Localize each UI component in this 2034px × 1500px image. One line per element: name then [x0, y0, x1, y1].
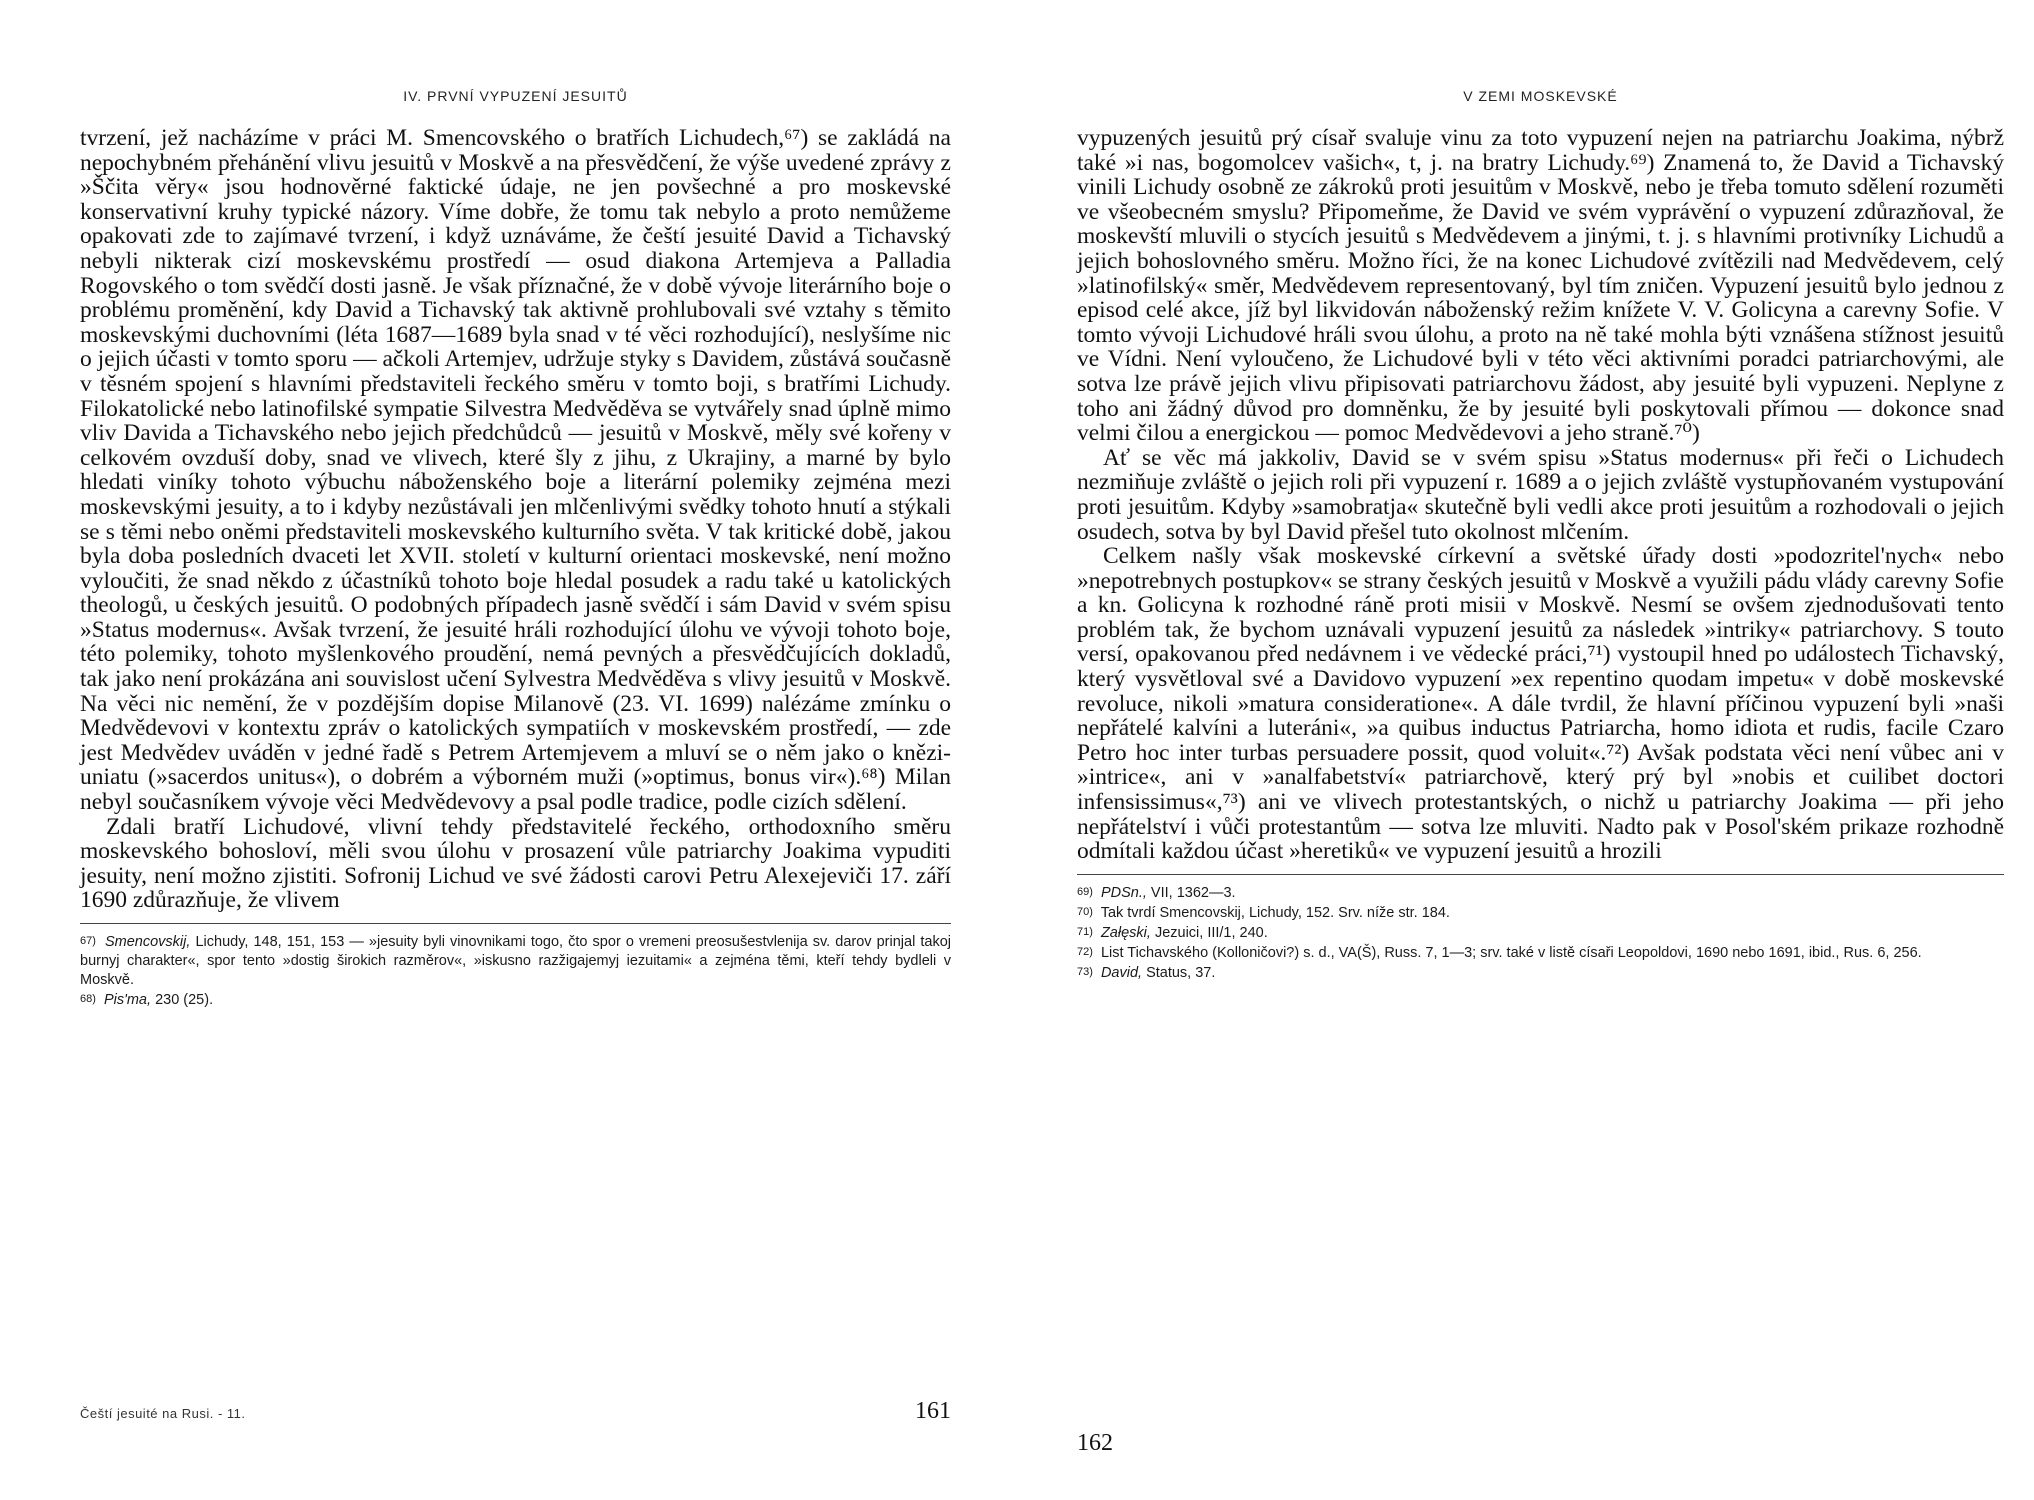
paragraph: Zdali bratří Lichudové, vlivní tehdy představitelé řeckého, orthodoxního směru moskevského bohosloví, měli svou úlohu v prosazení vůle patriarchy Joakima vypuditi jesuity, není možno zjistiti. Sofronij Lichud ve své žádosti carovi Petru Alexejeviči 17. září 1690 zdůrazňuje, že vlivem [80, 813, 951, 914]
footnote [1077, 903, 2004, 923]
paragraph: vypuzených jesuitů prý císař svaluje vinu za toto vypuzení nejen na patriarchu Joakima, nýbrž také »i nas, bogomolcev vašich«, t, j. na bratry Lichudy.⁶⁹) Znamená to, že David a Tichavský vinili Lichudy osobně ze zákroků proti jesuitům v Moskvě, nebo je třeba tomuto sdělení rozuměti ve všeobecném smyslu? Připomeňme, že David ve svém vyprávění o vypuzení zdůrazňoval, že moskevští mluvili o stycích jesuitů s Medvědevem a jinými, t. j. s hlavními protivníky Lichudů a jejich bohoslovného směru. Možno říci, že na konec Lichudové zvítězili nad Medvědevem, celý »latinofilský« směr, Medvědevem representovaný, byl tím zničen. Vypuzení jesuitů bylo jednou z episod celé akce, jíž byl likvidován náboženský režim knížete V. V. Golicyna a carevny Sofie. V tomto vývoji Lichudové hráli svou úlohu, a proto na ně také mohla býti vznášena stížnost jesuitů ve Vídni. Není vyloučeno, že Lichudové byli v této věci aktivními poradci patriarchovými, ale sotva lze právě jejich vlivu připisovati patriarchovu žádost, aby jesuité byli vypuzeni. Neplyne z toho ani žádný důvod pro domněnku, že by jesuité byli poskytovali přímou — dokonce snad velmi čilou a energickou — pomoc Medvědevovi a jeho straně.⁷⁰) [1077, 125, 2004, 447]
footnote [1077, 883, 2004, 903]
footnote-number: 71) [1077, 925, 1093, 938]
footnote-number: 68) [80, 993, 96, 1005]
running-head-left: IV. PRVNÍ VYPUZENÍ JESUITŮ [403, 88, 628, 104]
footnote-text: Tak tvrdí Smencovskij, Lichudy, 152. Srv. níže str. 184. [1100, 904, 1450, 921]
footnote-number: 69) [1077, 885, 1093, 898]
left-footnotes [80, 932, 951, 1010]
paragraph: Ať se věc má jakkoliv, David se v svém spisu »Status modernus« při řeči o Lichudech nezmiňuje zvláště o jejich roli při vypuzení r. 1689 a o jejich zvláště vystupňovaném vystupování proti jesuitům. Kdyby »samobratja« skutečně byli vedli akce proti jesuitům a rozhodovali o jejich osudech, sotva by byl David přešel tuto okolnost mlčením. [1077, 444, 2004, 545]
left-folio [80, 1398, 951, 1425]
running-head-right: V ZEMI MOSKEVSKÉ [1463, 88, 1618, 104]
book-title: Čeští jesuité na Rusi. - 11. [80, 1406, 246, 1421]
footnote-author: Smencovskij, [104, 934, 191, 950]
footnote-author: Pis'ma, [103, 992, 152, 1008]
footnote-number: 73) [1077, 965, 1093, 978]
footnote-author: David, [1100, 964, 1143, 981]
footnote-text: Status, 37. [1146, 964, 1216, 981]
footnote-text: Lichudy, 148, 151, 153 — »jesuity byli vinovnikami togo, čto spor o vremeni preosušestvlenija sv. darov prinjal takoj burnyj charakter«, spor tento »dostig širokich razměrov«, »iskusno razžigajemyj iezuitami« a zejména těmi, kteří tehdy bydleli v Moskvě. [80, 934, 951, 988]
footnote-number: 72) [1077, 945, 1093, 958]
paragraph: tvrzení, jež nacházíme v práci M. Smencovského o bratřích Lichudech,⁶⁷) se zakládá na nepochybném přehánění vlivu jesuitů v Moskvě a na přesvědčení, že výše uvedené zprávy z »Ščita věry« jsou hodnověrné faktické údaje, ne jen povšechné a pro moskevské konservativní kruhy typické názory. Víme dobře, že tomu tak nebylo a proto nemůžeme opakovati zde to zajímavé tvrzení, i když uznáváme, že čeští jesuité David a Tichavský nebyli nikterak cizí moskevskému prostředí — osud diakona Artemjeva a Palladia Rogovského o tom svědčí dosti jasně. Je však příznačné, že v době vývoje literárního boje o problému proměnění, kdy David a Tichavský tak aktivně prohlubovali své vztahy s těmito moskevskými duchovními (léta 1687—1689 byla snad v té věci rozhodující), neslyšíme nic o jejich účasti v tomto sporu — ačkoli Artemjev, udržuje styky s Davidem, zůstává současně v těsném spojení s hlavními představiteli řeckého směru v tomto boji, s bratřími Lichudy. Filokatolické nebo latinofilské sympatie Silvestra Medvěděva se vytvářely snad úplně mimo vliv Davida a Tichavského nebo jejich předchůdců — jesuitů v Moskvě, měly své kořeny v celkovém ovzduší doby, snad ve vlivech, které šly z jihu, z Ukrajiny, a marné by bylo hledati viníky tohoto výbuchu náboženského boje a literární polemiky zejména mezi moskevskými jesuity, a to i kdyby nezůstávali jen mlčenlivými svědky tohoto hnutí a stýkali se s těmi nebo oněmi představiteli moskevského kulturního světa. V tak kritické době, jakou byla doba posledních dvaceti let XVII. století v kulturní orientaci moskevské, není možno vyloučiti, že snad někdo z účastníků tohoto boje hledal posudek a radu také u katolických theologů, u českých jesuitů. O podobných případech jasně svědčí i sám David v svém spisu »Status modernus«. Avšak tvrzení, že jesuité hráli rozhodující úlohu ve vývoji tohoto boje, této polemiky, tohoto myšlenkového proudění, nemá pevných a přesvědčujících dokladů, tak jako není prokázána ani souvislost učení Sylvestra Medvěděva s vlivy jesuitů v Moskvě. Na věci nic nemění, že v pozdějším dopise Milanově (23. VI. 1699) nalézáme zmínku o Medvědevovi v kontextu zpráv o katolických sympatiích v moskevském prostředí, — zde jest Medvědev uváděn v jedné řadě s Petrem Artemjevem a mluví se o něm jako o knězi-uniatu (»sacerdos unitus«), o dobrém a výborném muži (»optimus, bonus vir«).⁶⁸) Milan nebyl současníkem vývoje věci Medvědevovy a psal podle tradice, podle cizích sdělení. [80, 125, 951, 816]
footnote [1077, 943, 2004, 963]
left-body-text [80, 126, 951, 913]
paragraph: Celkem našly však moskevské církevní a světské úřady dosti »podozritel'nych« nebo »nepotrebnych postupkov« se strany českých jesuitů v Moskvě a využili pádu vlády carevny Sofie a kn. Golicyna k rozhodné ráně proti misii v Moskvě. Nesmí se ovšem zjednodušovati tento problém tak, že bychom uznávali vypuzení jesuitů za následek »intriky« patriarchovy. S touto versí, opakovanou před nedávnem i ve vědecké práci,⁷¹) vystoupil hned po událostech Tichavský, který vysvětloval své a Davidovo vypuzení »ex repentino quodam impetu« v době moskevské revoluce, nikoli »matura consideratione«. A dále tvrdil, že hlavní příčinou vypuzení byli »naši nepřátelé kalvíni a luteráni«, »a quibus inductus Patriarcha, homo idiota et rudis, facile Czaro Petro hoc inter turbas persuadere possit, quod voluit«.⁷²) Avšak podstata věci není vůbec ani v »intrice«, ani v »analfabetství« patriarchově, který prý byl »nobis et cuilibet doctori infensissimus«,⁷³) ani ve vlivech protestantských, o nichž u patriarchy Joakima — při jeho nepřátelství i vůči protestantům — sotva lze mluviti. Nadto pak v Posol'ském prikaze rozhodně odmítali každou účast »heretiků« ve vypuzení jesuitů a hrozili [1077, 543, 2004, 865]
footnote [1077, 963, 2004, 983]
footnote-text: List Tichavského (Kolloničovi?) s. d., VA(Š), Russ. 7, 1—3; srv. také v listě císaři Leopoldovi, 1690 nebo 1691, ibid., Rus. 6, 256. [1100, 944, 1922, 961]
footnote-author: Załęski, [1100, 924, 1151, 941]
footnote [1077, 923, 2004, 943]
footnote-text: Jezuici, III/1, 240. [1154, 924, 1268, 941]
footnote-number: 70) [1077, 905, 1093, 918]
right-body-text [1077, 126, 2004, 864]
right-folio [1077, 1430, 1113, 1457]
footnote [80, 990, 951, 1010]
footnote-rule [1077, 874, 2004, 875]
right-footnotes [1077, 883, 2004, 983]
right-page [1017, 0, 2034, 1500]
footnote-rule [80, 923, 951, 924]
footnote [80, 932, 951, 990]
page-number-right: 162 [1077, 1430, 1113, 1456]
footnote-author: PDSn., [1100, 884, 1147, 901]
footnote-number: 67) [80, 935, 96, 947]
page-number-left: 161 [915, 1398, 951, 1424]
footnote-text: 230 (25). [155, 992, 214, 1008]
footnote-text: VII, 1362—3. [1150, 884, 1236, 901]
